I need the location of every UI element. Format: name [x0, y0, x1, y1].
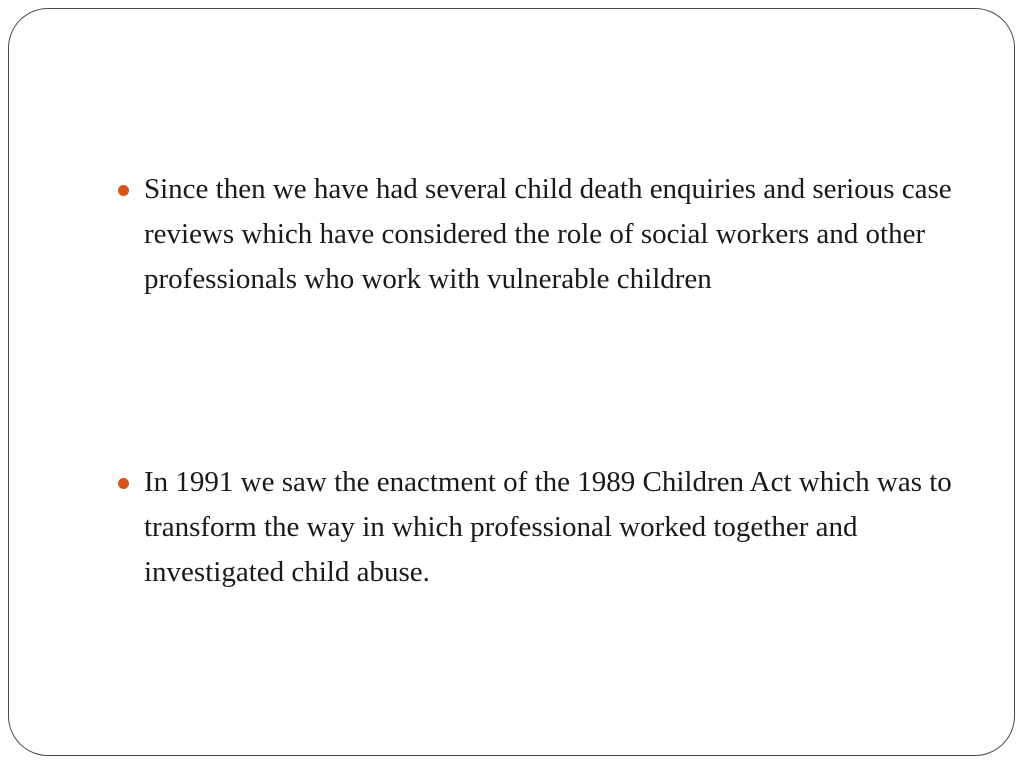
bullet-text-1: Since then we have had several child death enquiries and serious case reviews which have considered the role of social workers and other professionals who work with vulnerable children — [144, 173, 952, 295]
bullet-item-1 — [144, 167, 964, 302]
slide-frame — [8, 8, 1015, 756]
bullet-list — [9, 9, 1014, 755]
bullet-item-2 — [144, 460, 964, 595]
bullet-dot-icon — [118, 478, 129, 489]
bullet-text-2: In 1991 we saw the enactment of the 1989 Children Act which was to transform the way in which professional worked together and investigated child abuse. — [144, 466, 952, 588]
bullet-dot-icon — [118, 185, 129, 196]
